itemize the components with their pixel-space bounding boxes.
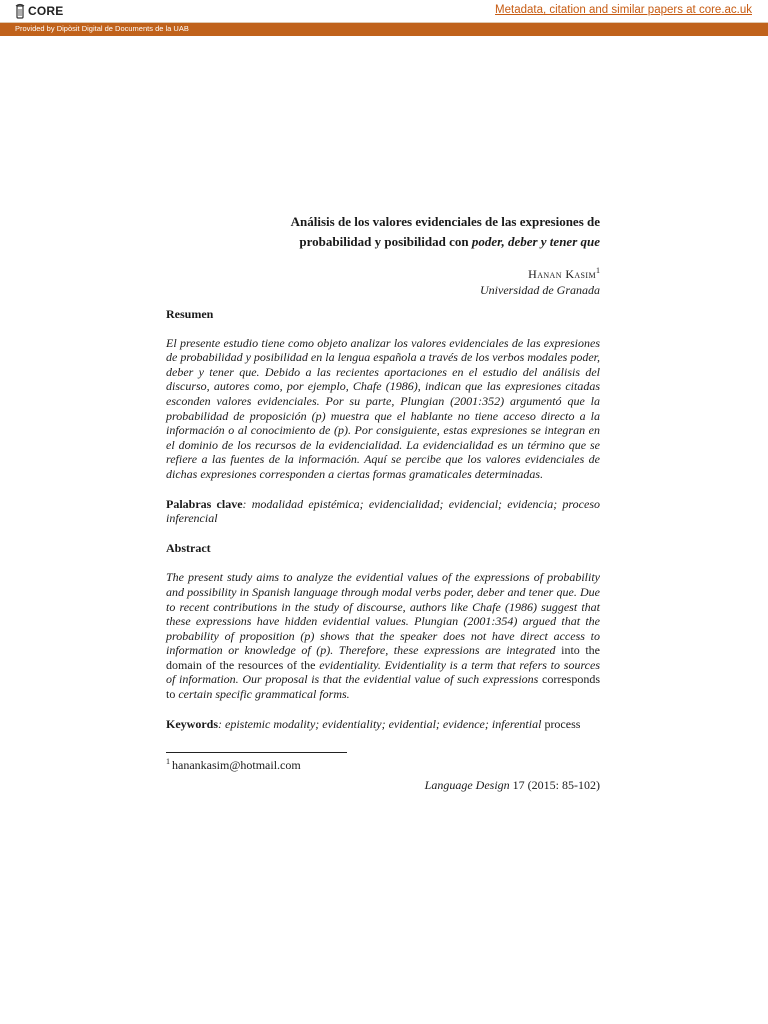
abstract-part-5: certain specific grammatical forms. — [178, 687, 350, 702]
palabras-clave-text: : modalidad epistémica; evidencialidad; evidencial; evidencia; proceso inferencial — [166, 496, 600, 526]
author-footnote-mark: 1 — [596, 266, 600, 275]
core-logo[interactable] — [14, 2, 63, 20]
abstract-part-2: into the domain of the resources of the — [166, 643, 601, 672]
title-line-2-italic: poder, deber y tener que — [471, 234, 600, 249]
journal-issue: 17 (2015: 85-102) — [509, 777, 600, 792]
affiliation: Universidad de Granada — [480, 283, 600, 297]
abstract-part-3: evidentiality. Evidentiality is a term that refers to sources of information. Our proposal is that the evidential value of such expressions — [166, 657, 600, 687]
core-header — [0, 0, 768, 23]
keywords-label: Keywords — [166, 716, 218, 731]
journal-reference — [166, 778, 600, 793]
author-line — [166, 266, 600, 282]
provided-by-text: Provided by Dipòsit Digital de Documents de la UAB — [15, 24, 189, 33]
abstract-heading: Abstract — [166, 540, 211, 555]
core-metadata-link[interactable]: Metadata, citation and similar papers at core.ac.uk — [495, 4, 752, 16]
paper-title — [166, 212, 600, 252]
palabras-clave — [166, 497, 600, 526]
title-line-2: probabilidad y posibilidad con — [299, 234, 472, 249]
keywords-plain: process — [541, 716, 581, 731]
title-line-1: Análisis de los valores evidenciales de las expresiones de — [290, 214, 600, 229]
journal-name: Language Design — [424, 777, 510, 792]
footnote-email: hanankasim@hotmail.com — [172, 758, 301, 773]
resumen-heading: Resumen — [166, 307, 214, 321]
core-logo-icon — [14, 3, 26, 19]
abstract-part-4: corresponds to — [166, 672, 600, 702]
resumen-text: El presente estudio tiene como objeto analizar los valores evidenciales de las expresiones de probabilidad y posibilidad en la lengua española a través de los verbos modales poder, deber y tener que. Debido a las recientes aportaciones en el estudio del análisis del discurso, autores como, por ejemplo, Chafe (1986), indican que las expresiones citadas esconden valores evidenciales. Por su parte, Plungian (2001:352) argumentó que la probabilidad de proposición (p) muestra que el hablante no tiene acceso directo a la información o al conocimiento de (p). Por consiguiente, estas expresiones se integran en el dominio de los recursos de la evidencialidad. La evidencialidad es un término que se refiere a las fuentes de la información. Aquí se percibe que los valores evidenciales de dichas expresiones corresponden a ciertas formas gramaticales determinadas. — [166, 335, 600, 481]
abstract-part-1: The present study aims to analyze the evidential values of the expressions of probability and possibility in Spanish language through modal verbs poder, deber and tener que. Due to recent contributions in the study of discourse, authors like Chafe (1986) suggest that these expressions have hidden evidential values. Plungian (2001:354) argued that the probability of proposition (p) shows that the speaker does not have direct access to information or knowledge of (p). Therefore, these expressions are integrated — [166, 570, 600, 658]
author-name: Hanan Kasim — [528, 267, 596, 281]
core-logo-text: CORE — [28, 4, 64, 18]
footnote — [166, 758, 600, 773]
paper-content — [166, 212, 600, 792]
footnote-divider — [166, 752, 347, 753]
footnote-mark: 1 — [166, 757, 170, 767]
abstract-text — [166, 570, 600, 701]
palabras-clave-label: Palabras clave — [166, 496, 243, 511]
keywords-italic: : epistemic modality; evidentiality; evidential; evidence; inferential — [218, 716, 542, 731]
core-provided-bar — [0, 23, 768, 36]
keywords — [166, 717, 600, 732]
